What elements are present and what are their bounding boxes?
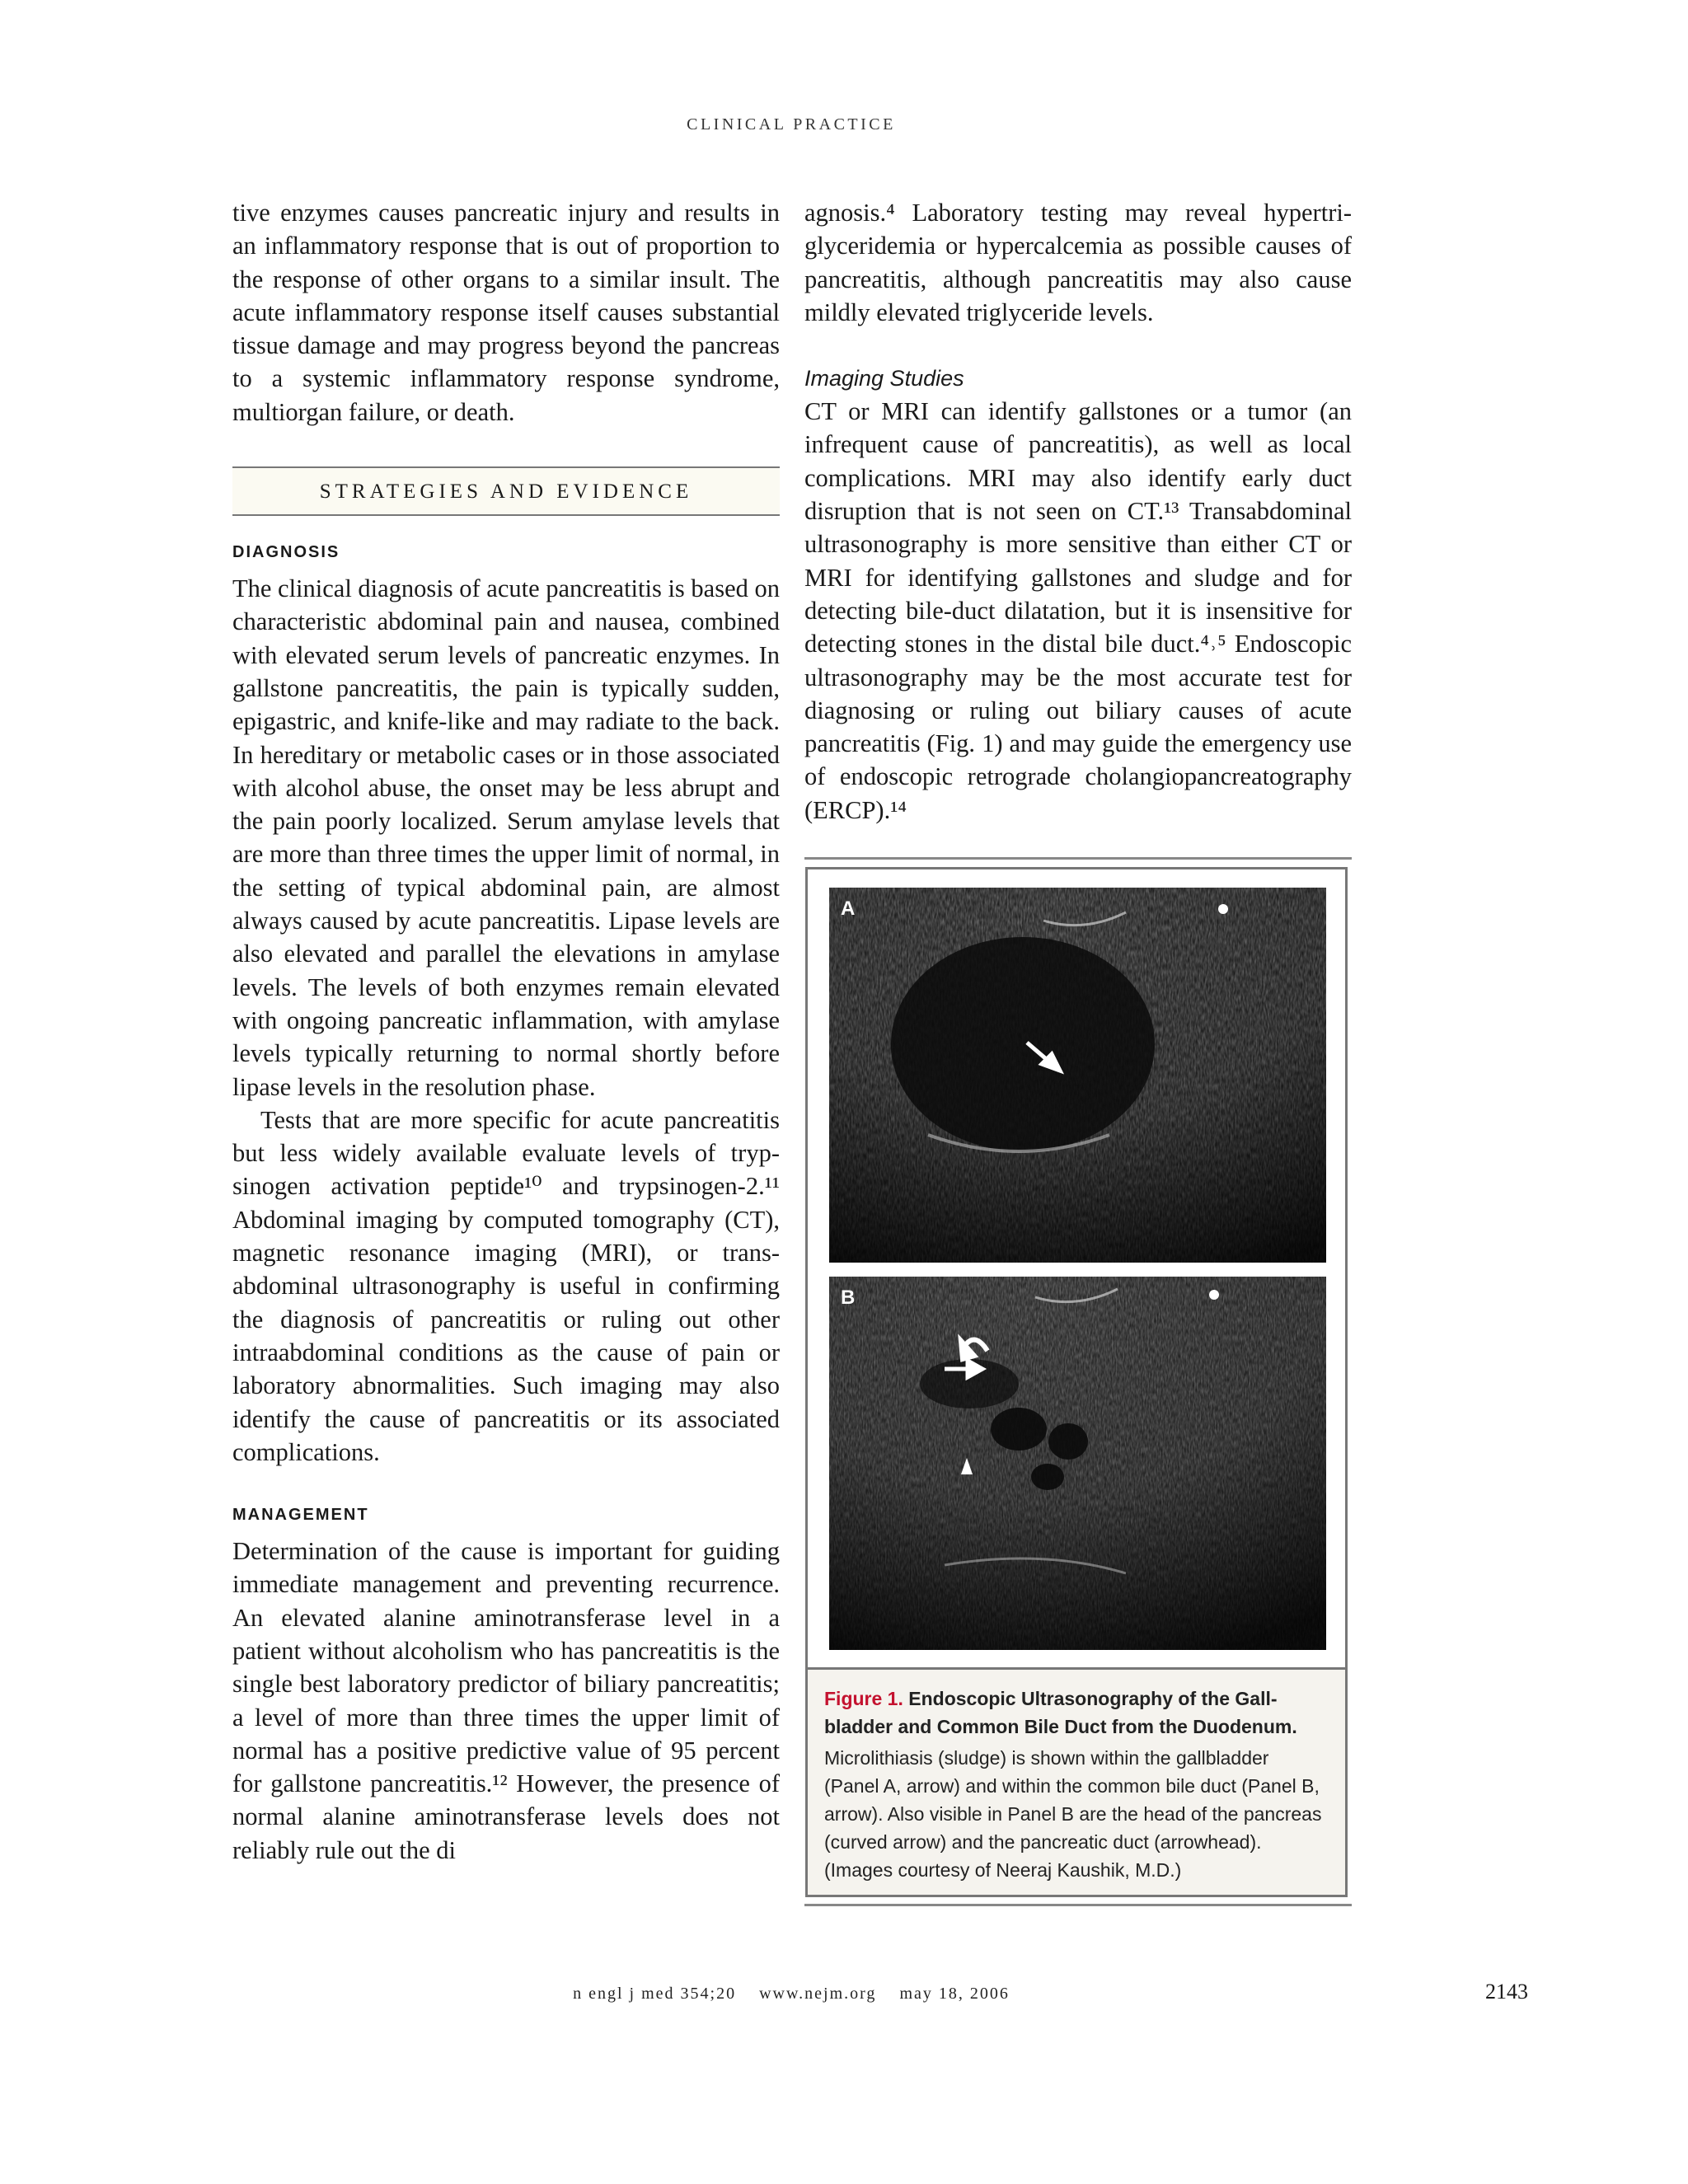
- section-title: STRATEGIES AND EVIDENCE: [232, 466, 780, 516]
- page-footer: [0, 1985, 1582, 2004]
- caption-heading: [824, 1685, 1329, 1741]
- panel-a-label: A: [841, 898, 856, 920]
- figure-top-rule: [804, 857, 1352, 860]
- ultrasound-panel-b: [829, 1277, 1326, 1650]
- figure-label: Figure 1.: [824, 1688, 903, 1709]
- figure-caption: [808, 1667, 1345, 1895]
- diagnosis-paragraph-2: Tests that are more specific for acute pancreatitis but less widely available evaluate levels of trypsinogen activation peptide¹⁰ and trypsinogen-2.¹¹ Abdominal imaging by computed tomography (CT), magnetic resonance imaging (MRI), or transabdominal ultrasonography is useful in confirming the diagnosis of pancreatitis or ruling out other intraabdominal conditions as the cause of pain or laboratory abnormalities. Such imaging may also identify the cause of pancreatitis or its associated complications.: [232, 1105, 780, 1466]
- issue-date: may 18, 2006: [899, 1985, 1010, 2003]
- figure-1: [805, 867, 1348, 1897]
- page-number: 2143: [1485, 1980, 1528, 2004]
- ultrasound-panel-a: [829, 888, 1326, 1263]
- management-heading: MANAGEMENT: [232, 1506, 369, 1525]
- imaging-studies-heading: Imaging Studies: [804, 366, 964, 391]
- continued-paragraph: agnosis.⁴ Laboratory testing may reveal hypertriglyceridemia or hypercalcemia as possible causes of pancreatitis, although pancreatitis may also cause mildly elevated triglyceride levels.: [804, 199, 1352, 326]
- management-paragraph: Determination of the cause is important for guiding immediate management and preventing recurrence. An elevated alanine aminotransferase level in a patient without alcoholism who has pancreatitis is the single best laboratory predictor of biliary pancreatitis; a level of more than three times the upper limit of normal has a positive predictive value of 95 percent for gallstone pancreatitis.¹² However, the presence of normal alanine aminotransferase levels does not reliably rule out the di: [232, 1537, 780, 1864]
- figure-title: Endoscopic Ultrasonography of the Gallbladder and Common Bile Duct from the Duodenum.: [824, 1688, 1297, 1737]
- right-column: [804, 196, 1352, 827]
- running-head: CLINICAL PRACTICE: [687, 115, 896, 134]
- ultrasound-image-a: [829, 888, 1326, 1263]
- ultrasound-image-b: [829, 1277, 1326, 1650]
- panel-b-label: B: [841, 1286, 856, 1309]
- journal-citation: n engl j med 354;20: [573, 1985, 737, 2003]
- figure-bottom-rule: [804, 1904, 1352, 1906]
- diagnosis-heading: DIAGNOSIS: [232, 543, 340, 562]
- caption-body: Microlithiasis (sludge) is shown within the gallbladder (Panel A, arrow) and within the common bile duct (Panel B, arrow). Also visible in Panel B are the head of the pancreas (curved arrow) and the pancreatic duct (arrowhead). (Images courtesy of Neeraj Kaushik, M.D.): [824, 1747, 1322, 1881]
- journal-website: www.nejm.org: [759, 1985, 877, 2003]
- intro-paragraph: tive enzymes causes pancreatic injury and results in an inflammatory response that is out of proportion to the response of other organs to a similar insult. The acute inflammatory response itself causes substantial tissue damage and may progress beyond the pancreas to a systemic inflammatory response syndrome, multiorgan failure, or death.: [232, 199, 780, 426]
- left-column: [232, 196, 780, 1867]
- imaging-paragraph: CT or MRI can identify gallstones or a tumor (an infrequent cause of pancreatitis), as well as local complications. MRI may also identify early duct disruption that is not seen on CT.¹³ Transabdominal ultrasonography is more sensitive than either CT or MRI for identifying gallstones and sludge and for detecting bile-duct dilatation, but it is insensitive for detecting stones in the distal bile duct.⁴˒⁵ Endoscopic ultrasonography may be the most accurate test for diagnosing or ruling out biliary causes of acute pancreatitis (Fig. 1) and may guide the emergency use of endoscopic retrograde cholangiopancreatography (ERCP).¹⁴: [804, 397, 1352, 824]
- diagnosis-paragraph-1: The clinical diagnosis of acute pancreatitis is based on characteristic abdominal pain and nausea, combined with elevated serum levels of pancreatic enzymes. In gallstone pancreatitis, the pain is typically sudden, epigastric, and knife-like and may radiate to the back. In hereditary or metabolic cases or in those associated with alcohol abuse, the onset may be less abrupt and the pain poorly localized. Serum amylase levels that are more than three times the upper limit of normal, in the setting of typical abdominal pain, are almost always caused by acute pancreatitis. Lipase levels are also elevated and parallel the elevations in amylase levels. The levels of both enzymes remain elevated with ongoing pancreatic inflammation, with amylase levels typically returning to normal shortly before lipase levels in the resolution phase.: [232, 574, 781, 1101]
